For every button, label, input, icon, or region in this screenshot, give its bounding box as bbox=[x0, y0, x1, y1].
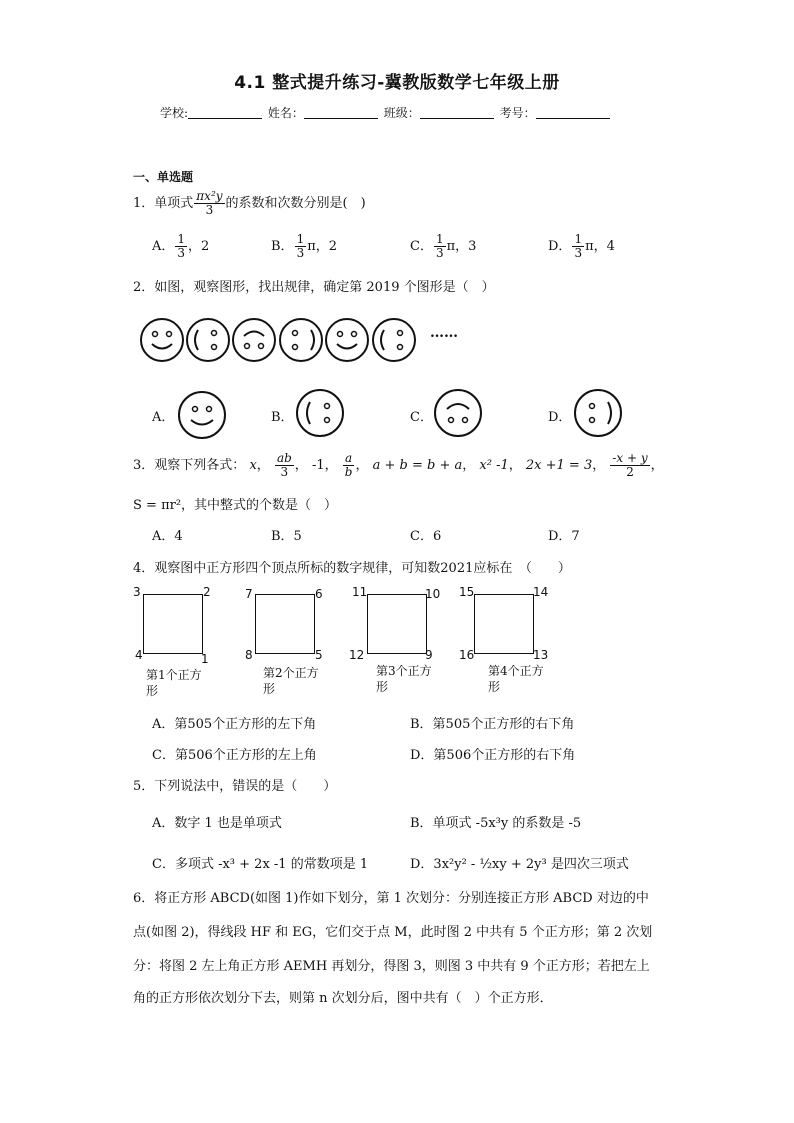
q4-option-d[interactable]: D．第506个正方形的右下角 bbox=[410, 748, 576, 763]
sq4-tr: 14 bbox=[533, 585, 549, 599]
q1-post: 的系数和次数分别是( ) bbox=[225, 196, 366, 211]
q3-option-b[interactable]: B．5 bbox=[271, 529, 302, 544]
q6-line-4: 角的正方形依次划分下去，则第 n 次划分后，图中共有（ ）个正方形． bbox=[133, 991, 553, 1006]
section-heading: 一、单选题 bbox=[133, 170, 194, 184]
q3-ab: ab bbox=[276, 451, 292, 465]
q3-sep: ， bbox=[508, 458, 522, 473]
name-label: 姓名： bbox=[267, 106, 304, 120]
q1-b-num: 1 bbox=[296, 232, 305, 246]
sq2-bl: 8 bbox=[245, 648, 253, 662]
q1-d-num: 1 bbox=[574, 232, 583, 246]
q2-option-a-face[interactable] bbox=[176, 389, 228, 441]
sq2-tl: 7 bbox=[245, 587, 253, 601]
q1-number: 1． bbox=[133, 196, 155, 211]
q3-b: b bbox=[344, 465, 353, 479]
q2-b-label: B． bbox=[271, 410, 294, 425]
sq1-caption: 第1个正方形 bbox=[146, 668, 202, 698]
question-4: 4．观察图中正方形四个顶点所标的数字规律，可知数2021应标在 （ ） bbox=[133, 561, 571, 576]
face-smile-icon bbox=[141, 319, 183, 361]
q6-line-3: 分：将图 2 左上角正方形 AEMH 再划分，得图 3，则图 3 中共有 9 个正方形；若把左上 bbox=[133, 959, 650, 974]
q3-option-d[interactable]: D．7 bbox=[548, 529, 580, 544]
q1-a-label: A． bbox=[152, 239, 175, 254]
q4-option-a[interactable]: A．第505个正方形的左下角 bbox=[152, 717, 317, 732]
q1-d-tail: π，4 bbox=[585, 239, 615, 254]
exam-no-blank[interactable] bbox=[536, 106, 610, 119]
q3-sep: ， bbox=[256, 458, 270, 473]
q3-sep: ， bbox=[592, 458, 606, 473]
q3-expr-ab bbox=[343, 452, 355, 479]
sq1-tl: 3 bbox=[133, 585, 141, 599]
q1-c-label: C． bbox=[410, 239, 433, 254]
sq2-br: 5 bbox=[315, 648, 323, 662]
sq1-bl: 4 bbox=[135, 648, 143, 662]
q1-c-tail: π，3 bbox=[446, 239, 477, 254]
sq4-tl: 15 bbox=[459, 585, 475, 599]
face-frown-icon bbox=[233, 319, 275, 361]
q2-a-label: A． bbox=[152, 410, 175, 425]
sq4-br: 13 bbox=[533, 648, 549, 662]
q3-three: 3 bbox=[280, 465, 289, 479]
q1-b-tail: π，2 bbox=[307, 239, 338, 254]
school-blank[interactable] bbox=[188, 106, 262, 119]
q1-fraction bbox=[194, 190, 224, 217]
sq3-bl: 12 bbox=[349, 648, 365, 662]
sq4-bl: 16 bbox=[459, 648, 475, 662]
sq3-tl: 11 bbox=[352, 585, 368, 599]
q1-b-label: B． bbox=[271, 239, 294, 254]
q5-option-d[interactable]: D．3x²y² - ½xy + 2y³ 是四次三项式 bbox=[410, 857, 629, 872]
school-label: 学校: bbox=[160, 106, 189, 120]
q5-option-b[interactable]: B．单项式 -5x³y 的系数是 -5 bbox=[410, 816, 582, 831]
face-left-icon bbox=[187, 319, 229, 361]
q1-frac-num: πx²y bbox=[196, 189, 223, 203]
q4-option-b[interactable]: B．第505个正方形的右下角 bbox=[410, 717, 575, 732]
q3-line2: S = πr²，其中整式的个数是（ ） bbox=[133, 498, 338, 513]
q2-option-c-face[interactable] bbox=[432, 387, 484, 439]
q3-expr-frac2 bbox=[610, 452, 649, 479]
q1-b-den: 3 bbox=[296, 246, 305, 260]
sq3-tr: 10 bbox=[425, 587, 441, 601]
student-info-line bbox=[160, 104, 612, 121]
q6-line-2: 点(如图 2)，得线段 HF 和 EG，它们交于点 M，此时图 2 中共有 5 个正方形；第 2 次划 bbox=[133, 925, 653, 940]
q1-option-b[interactable] bbox=[271, 233, 337, 260]
q3-expr-eq3: 2x +1 = 3 bbox=[525, 458, 593, 473]
q3-sep: ， bbox=[324, 458, 338, 473]
q1-a-num: 1 bbox=[177, 232, 186, 246]
face-right-icon bbox=[280, 319, 322, 361]
q3-expr-neg1: -1 bbox=[311, 458, 325, 473]
q1-b-frac bbox=[295, 233, 307, 260]
question-1 bbox=[133, 190, 366, 217]
q4-square-2 bbox=[255, 594, 315, 654]
q3-f2num: -x + y bbox=[612, 451, 648, 465]
q4-square-4 bbox=[474, 594, 534, 654]
q3-pre: 观察下列各式： bbox=[154, 458, 246, 473]
face-left-icon bbox=[373, 319, 415, 361]
q1-c-frac bbox=[434, 233, 446, 260]
q1-c-den: 3 bbox=[435, 246, 444, 260]
sq4-caption: 第4个正方形 bbox=[488, 664, 544, 694]
q3-sep: ， bbox=[462, 458, 476, 473]
q3-sep: ， bbox=[294, 458, 308, 473]
q3-number: 3． bbox=[133, 458, 155, 473]
class-label: 班级： bbox=[383, 106, 420, 120]
question-5: 5．下列说法中，错误的是（ ） bbox=[133, 779, 337, 794]
q3-expr-eq2: x² -1 bbox=[479, 458, 509, 473]
face-smile-icon bbox=[326, 319, 368, 361]
question-3 bbox=[133, 452, 664, 479]
q1-pre: 单项式 bbox=[154, 196, 194, 211]
q1-option-a[interactable] bbox=[152, 233, 209, 260]
q3-expr-ab3 bbox=[275, 452, 294, 479]
q2-face-sequence bbox=[138, 315, 468, 365]
sq3-caption: 第3个正方形 bbox=[376, 664, 432, 694]
q1-option-d[interactable] bbox=[548, 233, 615, 260]
sq1-tr: 2 bbox=[203, 585, 211, 599]
q1-d-den: 3 bbox=[574, 246, 583, 260]
q1-c-num: 1 bbox=[435, 232, 444, 246]
sq3-br: 9 bbox=[425, 648, 433, 662]
class-blank[interactable] bbox=[420, 106, 494, 119]
q3-option-c[interactable]: C．6 bbox=[410, 529, 442, 544]
q5-option-c[interactable]: C．多项式 -x³ + 2x -1 的常数项是 1 bbox=[152, 857, 369, 872]
q2-c-label: C． bbox=[410, 410, 433, 425]
q3-sep: ， bbox=[355, 458, 369, 473]
q1-a-den: 3 bbox=[177, 246, 186, 260]
q2-option-d-face[interactable] bbox=[572, 387, 624, 439]
q3-expr-eq1: a + b = b + a bbox=[372, 458, 463, 473]
q3-a: a bbox=[343, 452, 355, 466]
q1-d-frac bbox=[572, 233, 584, 260]
q2-option-b-face[interactable] bbox=[294, 387, 346, 439]
sq2-caption: 第2个正方形 bbox=[263, 666, 319, 696]
page-title: 4.1 整式提升练习-冀教版数学七年级上册 bbox=[234, 73, 560, 93]
q3-f2den: 2 bbox=[626, 465, 634, 479]
q1-a-tail: ，2 bbox=[188, 239, 210, 254]
name-blank[interactable] bbox=[304, 106, 378, 119]
sq2-tr: 6 bbox=[315, 587, 323, 601]
q2-ellipsis: …… bbox=[430, 325, 458, 341]
sq1-br: 1 bbox=[201, 652, 209, 666]
q3-option-a[interactable]: A．4 bbox=[152, 529, 183, 544]
q4-square-1 bbox=[143, 594, 203, 654]
q1-d-label: D． bbox=[548, 239, 572, 254]
question-2: 2．如图，观察图形，找出规律，确定第 2019 个图形是（ ） bbox=[133, 280, 495, 295]
q2-d-label: D． bbox=[548, 410, 572, 425]
q1-a-frac bbox=[175, 233, 187, 260]
q6-line-1: 6．将正方形 ABCD(如图 1)作如下划分，第 1 次划分：分别连接正方形 ABCD 对边的中 bbox=[133, 891, 649, 906]
q1-option-c[interactable] bbox=[410, 233, 476, 260]
q4-square-3 bbox=[367, 594, 427, 654]
exam-no-label: 考号： bbox=[499, 106, 536, 120]
q3-sep: ， bbox=[650, 458, 664, 473]
q4-option-c[interactable]: C．第506个正方形的左上角 bbox=[152, 748, 317, 763]
q3-expr-x: x bbox=[249, 458, 257, 473]
q1-frac-den: 3 bbox=[205, 203, 214, 217]
q5-option-a[interactable]: A．数字 1 也是单项式 bbox=[152, 816, 282, 831]
